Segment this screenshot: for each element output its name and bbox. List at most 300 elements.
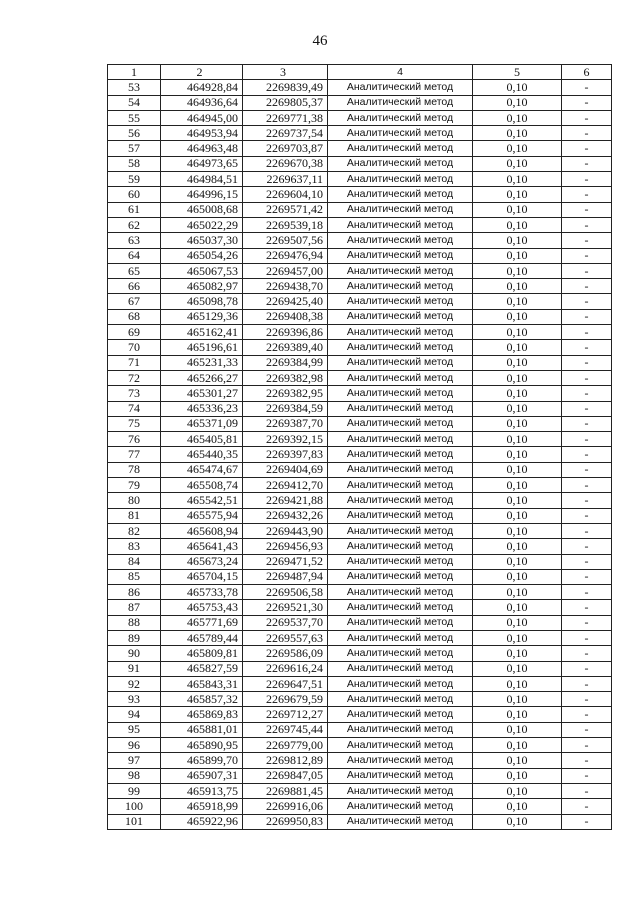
description-cell: -: [562, 799, 612, 814]
x-coordinate-cell: 465673,24: [161, 554, 243, 569]
description-cell: -: [562, 248, 612, 263]
table-row: [108, 279, 612, 294]
table-row: [108, 386, 612, 401]
description-cell: -: [562, 217, 612, 232]
y-coordinate-cell: 2269637,11: [243, 172, 328, 187]
y-coordinate-cell: 2269557,63: [243, 630, 328, 645]
y-coordinate-cell: 2269476,94: [243, 248, 328, 263]
method-cell: Аналитический метод: [328, 753, 473, 768]
table-row: [108, 126, 612, 141]
description-cell: -: [562, 233, 612, 248]
table-row: [108, 156, 612, 171]
table-row: [108, 523, 612, 538]
table-row: [108, 783, 612, 798]
method-cell: Аналитический метод: [328, 80, 473, 95]
method-cell: Аналитический метод: [328, 156, 473, 171]
y-coordinate-cell: 2269604,10: [243, 187, 328, 202]
y-coordinate-cell: 2269471,52: [243, 554, 328, 569]
x-coordinate-cell: 465196,61: [161, 340, 243, 355]
accuracy-cell: 0,10: [473, 95, 562, 110]
description-cell: -: [562, 600, 612, 615]
coordinates-table: [107, 64, 612, 830]
point-number-cell: 57: [108, 141, 161, 156]
y-coordinate-cell: 2269616,24: [243, 661, 328, 676]
method-cell: Аналитический метод: [328, 600, 473, 615]
column-header-4: 4: [328, 65, 473, 80]
accuracy-cell: 0,10: [473, 814, 562, 829]
column-header-5: 5: [473, 65, 562, 80]
column-header-2: 2: [161, 65, 243, 80]
point-number-cell: 78: [108, 462, 161, 477]
point-number-cell: 60: [108, 187, 161, 202]
accuracy-cell: 0,10: [473, 217, 562, 232]
method-cell: Аналитический метод: [328, 401, 473, 416]
method-cell: Аналитический метод: [328, 722, 473, 737]
y-coordinate-cell: 2269384,99: [243, 355, 328, 370]
description-cell: -: [562, 80, 612, 95]
y-coordinate-cell: 2269586,09: [243, 646, 328, 661]
x-coordinate-cell: 465542,51: [161, 493, 243, 508]
table-row: [108, 80, 612, 95]
method-cell: Аналитический метод: [328, 187, 473, 202]
x-coordinate-cell: 464953,94: [161, 126, 243, 141]
y-coordinate-cell: 2269382,95: [243, 386, 328, 401]
y-coordinate-cell: 2269425,40: [243, 294, 328, 309]
point-number-cell: 82: [108, 523, 161, 538]
accuracy-cell: 0,10: [473, 386, 562, 401]
point-number-cell: 59: [108, 172, 161, 187]
method-cell: Аналитический метод: [328, 355, 473, 370]
point-number-cell: 71: [108, 355, 161, 370]
method-cell: Аналитический метод: [328, 432, 473, 447]
table-row: [108, 325, 612, 340]
table-row: [108, 95, 612, 110]
accuracy-cell: 0,10: [473, 707, 562, 722]
accuracy-cell: 0,10: [473, 676, 562, 691]
y-coordinate-cell: 2269771,38: [243, 110, 328, 125]
table-row: [108, 676, 612, 691]
method-cell: Аналитический метод: [328, 95, 473, 110]
description-cell: -: [562, 554, 612, 569]
x-coordinate-cell: 465008,68: [161, 202, 243, 217]
y-coordinate-cell: 2269916,06: [243, 799, 328, 814]
description-cell: -: [562, 462, 612, 477]
point-number-cell: 70: [108, 340, 161, 355]
description-cell: -: [562, 432, 612, 447]
description-cell: -: [562, 585, 612, 600]
table-row: [108, 294, 612, 309]
method-cell: Аналитический метод: [328, 707, 473, 722]
table-row: [108, 799, 612, 814]
y-coordinate-cell: 2269432,26: [243, 508, 328, 523]
method-cell: Аналитический метод: [328, 126, 473, 141]
description-cell: -: [562, 141, 612, 156]
method-cell: Аналитический метод: [328, 172, 473, 187]
description-cell: -: [562, 539, 612, 554]
point-number-cell: 101: [108, 814, 161, 829]
x-coordinate-cell: 464928,84: [161, 80, 243, 95]
point-number-cell: 77: [108, 447, 161, 462]
point-number-cell: 75: [108, 416, 161, 431]
description-cell: -: [562, 309, 612, 324]
method-cell: Аналитический метод: [328, 783, 473, 798]
method-cell: Аналитический метод: [328, 554, 473, 569]
x-coordinate-cell: 465827,59: [161, 661, 243, 676]
description-cell: -: [562, 340, 612, 355]
method-cell: Аналитический метод: [328, 768, 473, 783]
y-coordinate-cell: 2269404,69: [243, 462, 328, 477]
accuracy-cell: 0,10: [473, 156, 562, 171]
y-coordinate-cell: 2269397,83: [243, 447, 328, 462]
table-row: [108, 370, 612, 385]
point-number-cell: 65: [108, 263, 161, 278]
accuracy-cell: 0,10: [473, 523, 562, 538]
table-row: [108, 569, 612, 584]
method-cell: Аналитический метод: [328, 661, 473, 676]
table-row: [108, 600, 612, 615]
description-cell: -: [562, 783, 612, 798]
x-coordinate-cell: 465508,74: [161, 478, 243, 493]
table-row: [108, 110, 612, 125]
table-row: [108, 187, 612, 202]
x-coordinate-cell: 465098,78: [161, 294, 243, 309]
accuracy-cell: 0,10: [473, 615, 562, 630]
description-cell: -: [562, 508, 612, 523]
table-row: [108, 462, 612, 477]
table-row: [108, 447, 612, 462]
table-header: [108, 65, 612, 80]
y-coordinate-cell: 2269389,40: [243, 340, 328, 355]
method-cell: Аналитический метод: [328, 370, 473, 385]
page-number: 46: [312, 33, 328, 49]
point-number-cell: 80: [108, 493, 161, 508]
method-cell: Аналитический метод: [328, 217, 473, 232]
method-cell: Аналитический метод: [328, 676, 473, 691]
table-row: [108, 478, 612, 493]
method-cell: Аналитический метод: [328, 508, 473, 523]
description-cell: -: [562, 355, 612, 370]
method-cell: Аналитический метод: [328, 692, 473, 707]
x-coordinate-cell: 464973,65: [161, 156, 243, 171]
description-cell: -: [562, 325, 612, 340]
description-cell: -: [562, 661, 612, 676]
description-cell: -: [562, 370, 612, 385]
y-coordinate-cell: 2269571,42: [243, 202, 328, 217]
method-cell: Аналитический метод: [328, 248, 473, 263]
accuracy-cell: 0,10: [473, 202, 562, 217]
method-cell: Аналитический метод: [328, 539, 473, 554]
description-cell: -: [562, 263, 612, 278]
table-row: [108, 309, 612, 324]
accuracy-cell: 0,10: [473, 692, 562, 707]
y-coordinate-cell: 2269647,51: [243, 676, 328, 691]
y-coordinate-cell: 2269839,49: [243, 80, 328, 95]
description-cell: -: [562, 294, 612, 309]
x-coordinate-cell: 465336,23: [161, 401, 243, 416]
accuracy-cell: 0,10: [473, 172, 562, 187]
accuracy-cell: 0,10: [473, 370, 562, 385]
method-cell: Аналитический метод: [328, 233, 473, 248]
y-coordinate-cell: 2269703,87: [243, 141, 328, 156]
table-row: [108, 646, 612, 661]
accuracy-cell: 0,10: [473, 600, 562, 615]
y-coordinate-cell: 2269421,88: [243, 493, 328, 508]
x-coordinate-cell: 465857,32: [161, 692, 243, 707]
point-number-cell: 76: [108, 432, 161, 447]
description-cell: -: [562, 416, 612, 431]
accuracy-cell: 0,10: [473, 355, 562, 370]
method-cell: Аналитический метод: [328, 294, 473, 309]
description-cell: -: [562, 753, 612, 768]
point-number-cell: 98: [108, 768, 161, 783]
y-coordinate-cell: 2269745,44: [243, 722, 328, 737]
table-row: [108, 416, 612, 431]
accuracy-cell: 0,10: [473, 416, 562, 431]
method-cell: Аналитический метод: [328, 646, 473, 661]
x-coordinate-cell: 465869,83: [161, 707, 243, 722]
accuracy-cell: 0,10: [473, 585, 562, 600]
description-cell: -: [562, 646, 612, 661]
description-cell: -: [562, 676, 612, 691]
accuracy-cell: 0,10: [473, 569, 562, 584]
column-header-1: 1: [108, 65, 161, 80]
point-number-cell: 86: [108, 585, 161, 600]
x-coordinate-cell: 465371,09: [161, 416, 243, 431]
y-coordinate-cell: 2269506,58: [243, 585, 328, 600]
y-coordinate-cell: 2269950,83: [243, 814, 328, 829]
y-coordinate-cell: 2269392,15: [243, 432, 328, 447]
point-number-cell: 99: [108, 783, 161, 798]
description-cell: -: [562, 738, 612, 753]
accuracy-cell: 0,10: [473, 630, 562, 645]
table-row: [108, 432, 612, 447]
method-cell: Аналитический метод: [328, 309, 473, 324]
method-cell: Аналитический метод: [328, 141, 473, 156]
table-row: [108, 768, 612, 783]
y-coordinate-cell: 2269457,00: [243, 263, 328, 278]
x-coordinate-cell: 465809,81: [161, 646, 243, 661]
accuracy-cell: 0,10: [473, 279, 562, 294]
table-row: [108, 248, 612, 263]
table-row: [108, 661, 612, 676]
accuracy-cell: 0,10: [473, 768, 562, 783]
table-row: [108, 202, 612, 217]
method-cell: Аналитический метод: [328, 585, 473, 600]
y-coordinate-cell: 2269507,56: [243, 233, 328, 248]
y-coordinate-cell: 2269387,70: [243, 416, 328, 431]
method-cell: Аналитический метод: [328, 263, 473, 278]
accuracy-cell: 0,10: [473, 110, 562, 125]
description-cell: -: [562, 447, 612, 462]
point-number-cell: 67: [108, 294, 161, 309]
x-coordinate-cell: 465913,75: [161, 783, 243, 798]
y-coordinate-cell: 2269396,86: [243, 325, 328, 340]
point-number-cell: 87: [108, 600, 161, 615]
point-number-cell: 66: [108, 279, 161, 294]
accuracy-cell: 0,10: [473, 263, 562, 278]
accuracy-cell: 0,10: [473, 554, 562, 569]
accuracy-cell: 0,10: [473, 294, 562, 309]
table-row: [108, 340, 612, 355]
point-number-cell: 89: [108, 630, 161, 645]
x-coordinate-cell: 465082,97: [161, 279, 243, 294]
y-coordinate-cell: 2269487,94: [243, 569, 328, 584]
x-coordinate-cell: 465022,29: [161, 217, 243, 232]
point-number-cell: 73: [108, 386, 161, 401]
y-coordinate-cell: 2269847,05: [243, 768, 328, 783]
description-cell: -: [562, 523, 612, 538]
point-number-cell: 69: [108, 325, 161, 340]
x-coordinate-cell: 465907,31: [161, 768, 243, 783]
table-row: [108, 493, 612, 508]
accuracy-cell: 0,10: [473, 432, 562, 447]
accuracy-cell: 0,10: [473, 738, 562, 753]
y-coordinate-cell: 2269779,00: [243, 738, 328, 753]
accuracy-cell: 0,10: [473, 661, 562, 676]
column-header-3: 3: [243, 65, 328, 80]
description-cell: -: [562, 814, 612, 829]
x-coordinate-cell: 464963,48: [161, 141, 243, 156]
table-row: [108, 814, 612, 829]
x-coordinate-cell: 465881,01: [161, 722, 243, 737]
description-cell: -: [562, 692, 612, 707]
accuracy-cell: 0,10: [473, 462, 562, 477]
method-cell: Аналитический метод: [328, 799, 473, 814]
table-row: [108, 172, 612, 187]
point-number-cell: 97: [108, 753, 161, 768]
description-cell: -: [562, 156, 612, 171]
method-cell: Аналитический метод: [328, 416, 473, 431]
column-header-6: 6: [562, 65, 612, 80]
method-cell: Аналитический метод: [328, 340, 473, 355]
y-coordinate-cell: 2269382,98: [243, 370, 328, 385]
description-cell: -: [562, 126, 612, 141]
x-coordinate-cell: 465054,26: [161, 248, 243, 263]
method-cell: Аналитический метод: [328, 615, 473, 630]
x-coordinate-cell: 465753,43: [161, 600, 243, 615]
point-number-cell: 93: [108, 692, 161, 707]
point-number-cell: 58: [108, 156, 161, 171]
table-row: [108, 585, 612, 600]
method-cell: Аналитический метод: [328, 447, 473, 462]
accuracy-cell: 0,10: [473, 401, 562, 416]
accuracy-cell: 0,10: [473, 309, 562, 324]
x-coordinate-cell: 465129,36: [161, 309, 243, 324]
point-number-cell: 92: [108, 676, 161, 691]
y-coordinate-cell: 2269812,89: [243, 753, 328, 768]
point-number-cell: 84: [108, 554, 161, 569]
accuracy-cell: 0,10: [473, 722, 562, 737]
accuracy-cell: 0,10: [473, 447, 562, 462]
accuracy-cell: 0,10: [473, 508, 562, 523]
x-coordinate-cell: 465899,70: [161, 753, 243, 768]
accuracy-cell: 0,10: [473, 80, 562, 95]
point-number-cell: 95: [108, 722, 161, 737]
table-row: [108, 630, 612, 645]
x-coordinate-cell: 465843,31: [161, 676, 243, 691]
accuracy-cell: 0,10: [473, 325, 562, 340]
method-cell: Аналитический метод: [328, 523, 473, 538]
point-number-cell: 63: [108, 233, 161, 248]
point-number-cell: 100: [108, 799, 161, 814]
x-coordinate-cell: 465890,95: [161, 738, 243, 753]
table-row: [108, 141, 612, 156]
y-coordinate-cell: 2269537,70: [243, 615, 328, 630]
description-cell: -: [562, 722, 612, 737]
method-cell: Аналитический метод: [328, 325, 473, 340]
table-row: [108, 355, 612, 370]
description-cell: -: [562, 95, 612, 110]
description-cell: -: [562, 478, 612, 493]
x-coordinate-cell: 465771,69: [161, 615, 243, 630]
method-cell: Аналитический метод: [328, 493, 473, 508]
x-coordinate-cell: 465474,67: [161, 462, 243, 477]
point-number-cell: 55: [108, 110, 161, 125]
table-row: [108, 722, 612, 737]
point-number-cell: 85: [108, 569, 161, 584]
point-number-cell: 56: [108, 126, 161, 141]
x-coordinate-cell: 465922,96: [161, 814, 243, 829]
table-row: [108, 233, 612, 248]
x-coordinate-cell: 465789,44: [161, 630, 243, 645]
table-row: [108, 554, 612, 569]
y-coordinate-cell: 2269712,27: [243, 707, 328, 722]
description-cell: -: [562, 279, 612, 294]
y-coordinate-cell: 2269805,37: [243, 95, 328, 110]
y-coordinate-cell: 2269539,18: [243, 217, 328, 232]
y-coordinate-cell: 2269679,59: [243, 692, 328, 707]
x-coordinate-cell: 465440,35: [161, 447, 243, 462]
description-cell: -: [562, 187, 612, 202]
header-row: [108, 65, 612, 80]
method-cell: Аналитический метод: [328, 814, 473, 829]
point-number-cell: 68: [108, 309, 161, 324]
table-row: [108, 753, 612, 768]
table-row: [108, 217, 612, 232]
point-number-cell: 62: [108, 217, 161, 232]
y-coordinate-cell: 2269521,30: [243, 600, 328, 615]
method-cell: Аналитический метод: [328, 462, 473, 477]
accuracy-cell: 0,10: [473, 539, 562, 554]
x-coordinate-cell: 464996,15: [161, 187, 243, 202]
y-coordinate-cell: 2269456,93: [243, 539, 328, 554]
accuracy-cell: 0,10: [473, 187, 562, 202]
description-cell: -: [562, 401, 612, 416]
y-coordinate-cell: 2269737,54: [243, 126, 328, 141]
method-cell: Аналитический метод: [328, 569, 473, 584]
point-number-cell: 74: [108, 401, 161, 416]
x-coordinate-cell: 465266,27: [161, 370, 243, 385]
point-number-cell: 94: [108, 707, 161, 722]
accuracy-cell: 0,10: [473, 478, 562, 493]
accuracy-cell: 0,10: [473, 248, 562, 263]
point-number-cell: 61: [108, 202, 161, 217]
y-coordinate-cell: 2269408,38: [243, 309, 328, 324]
table-body: [108, 80, 612, 830]
accuracy-cell: 0,10: [473, 783, 562, 798]
accuracy-cell: 0,10: [473, 493, 562, 508]
description-cell: -: [562, 707, 612, 722]
accuracy-cell: 0,10: [473, 340, 562, 355]
x-coordinate-cell: 465405,81: [161, 432, 243, 447]
accuracy-cell: 0,10: [473, 753, 562, 768]
y-coordinate-cell: 2269670,38: [243, 156, 328, 171]
table-row: [108, 692, 612, 707]
description-cell: -: [562, 110, 612, 125]
x-coordinate-cell: 465918,99: [161, 799, 243, 814]
method-cell: Аналитический метод: [328, 202, 473, 217]
method-cell: Аналитический метод: [328, 478, 473, 493]
